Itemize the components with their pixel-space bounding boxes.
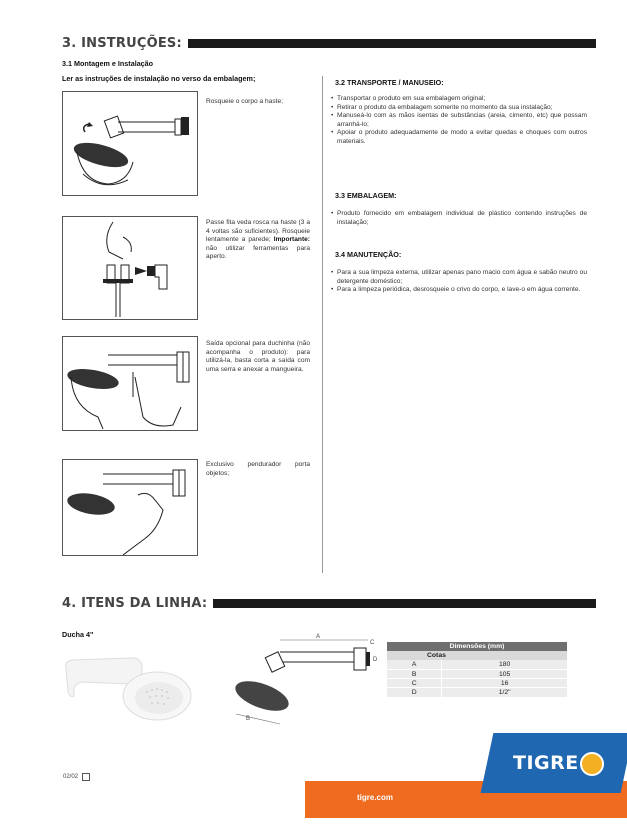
- section4-title-bar: [213, 599, 596, 608]
- value-cell: 180: [442, 660, 567, 669]
- cota-cell: A: [387, 660, 442, 669]
- intro-text: Ler as instruções de instalação no verso da embalagem;: [62, 74, 256, 83]
- dimension-diagram: [228, 630, 383, 726]
- dimensions-table: [387, 642, 567, 698]
- step3-illustration: [62, 336, 198, 431]
- step1-illustration: [62, 91, 198, 196]
- list-item: • Para a sua limpeza externa, utilizar apenas pano macio com água e sabão neutro ou detergente doméstico;: [331, 269, 587, 286]
- dim-label-d: D: [373, 657, 378, 663]
- section4-title: 4. ITENS DA LINHA:: [62, 596, 208, 611]
- table-row: [387, 670, 567, 679]
- step2-illustration: [62, 216, 198, 320]
- list-item: • Retirar o produto da embalagem somente no momento da sua instalação;: [331, 104, 587, 113]
- step3-text: Saída opcional para duchinha (não acompanha o produto): para utilizá-la, basta corta a saída com uma serra e anexar a mangueira.: [206, 340, 310, 373]
- column-divider: [322, 76, 323, 573]
- page-box: [82, 773, 90, 781]
- table-row: [387, 660, 567, 669]
- section3-title: 3. INSTRUÇÕES:: [62, 36, 182, 51]
- cota-cell: B: [387, 670, 442, 679]
- table-title: Dimensões (mm): [387, 642, 567, 651]
- paw-icon: [580, 752, 604, 776]
- sub33-heading: 3.3 EMBALAGEM:: [335, 191, 397, 200]
- value-cell: 16: [442, 679, 567, 688]
- list-item: • Apoiar o produto adequadamente de modo a evitar quedas e choques com outros materiais.: [331, 129, 587, 146]
- list-item: • Para a limpeza periódica, desrosqueie o crivo do corpo, e lave-o em água corrente.: [331, 286, 587, 295]
- section3-header: [62, 36, 596, 51]
- maintenance-list: [331, 269, 587, 295]
- step2-important-label: Importante:: [273, 236, 310, 244]
- table-row: [387, 688, 567, 697]
- sub32-heading: 3.2 TRANSPORTE / MANUSEIO:: [335, 78, 444, 87]
- value-cell: 105: [442, 670, 567, 679]
- step2-text-main: Passe fita veda rosca na haste (3 a 4 voltas são suficientes). Rosqueie lentamente a parede;: [206, 219, 310, 244]
- brand-logo-text: TIGRE: [513, 752, 579, 774]
- table-row: [387, 679, 567, 688]
- product-photo: [62, 646, 192, 726]
- sub34-heading: 3.4 MANUTENÇÃO:: [335, 250, 402, 259]
- step2-important-text: não utilizar ferramentas para aperto.: [206, 244, 310, 261]
- sub31-heading: 3.1 Montagem e Instalação: [62, 59, 154, 68]
- table-col-header: Cotas: [387, 651, 567, 660]
- dim-label-b: B: [246, 716, 251, 722]
- section3-title-bar: [188, 39, 596, 48]
- step1-text: Rosqueie o corpo a haste;: [206, 98, 283, 105]
- value-cell: 1/2": [442, 688, 567, 697]
- list-item: • Produto fornecido em embalagem individual de plástico contendo instruções de instalação;: [331, 210, 587, 227]
- dim-label-a: A: [316, 634, 321, 640]
- page-number: 02/02: [63, 774, 79, 780]
- packaging-list: [331, 210, 587, 227]
- section4-header: [62, 596, 596, 611]
- step4-text: Exclusivo pendurador porta objetos;: [206, 461, 310, 477]
- product-name: Ducha 4": [62, 630, 94, 639]
- dim-label-c: C: [370, 640, 375, 646]
- cota-cell: C: [387, 679, 442, 688]
- list-item: • Transportar o produto em sua embalagem original;: [331, 95, 587, 104]
- step4-illustration: [62, 459, 198, 556]
- footer-url-link[interactable]: tigre.com: [357, 793, 394, 802]
- step2-text: [206, 219, 310, 262]
- transport-list: [331, 95, 587, 147]
- cota-cell: D: [387, 688, 442, 697]
- list-item: • Manuseá-lo com as mãos isentas de substâncias (areia, cimento, etc) que possam arranhá-lo;: [331, 112, 587, 129]
